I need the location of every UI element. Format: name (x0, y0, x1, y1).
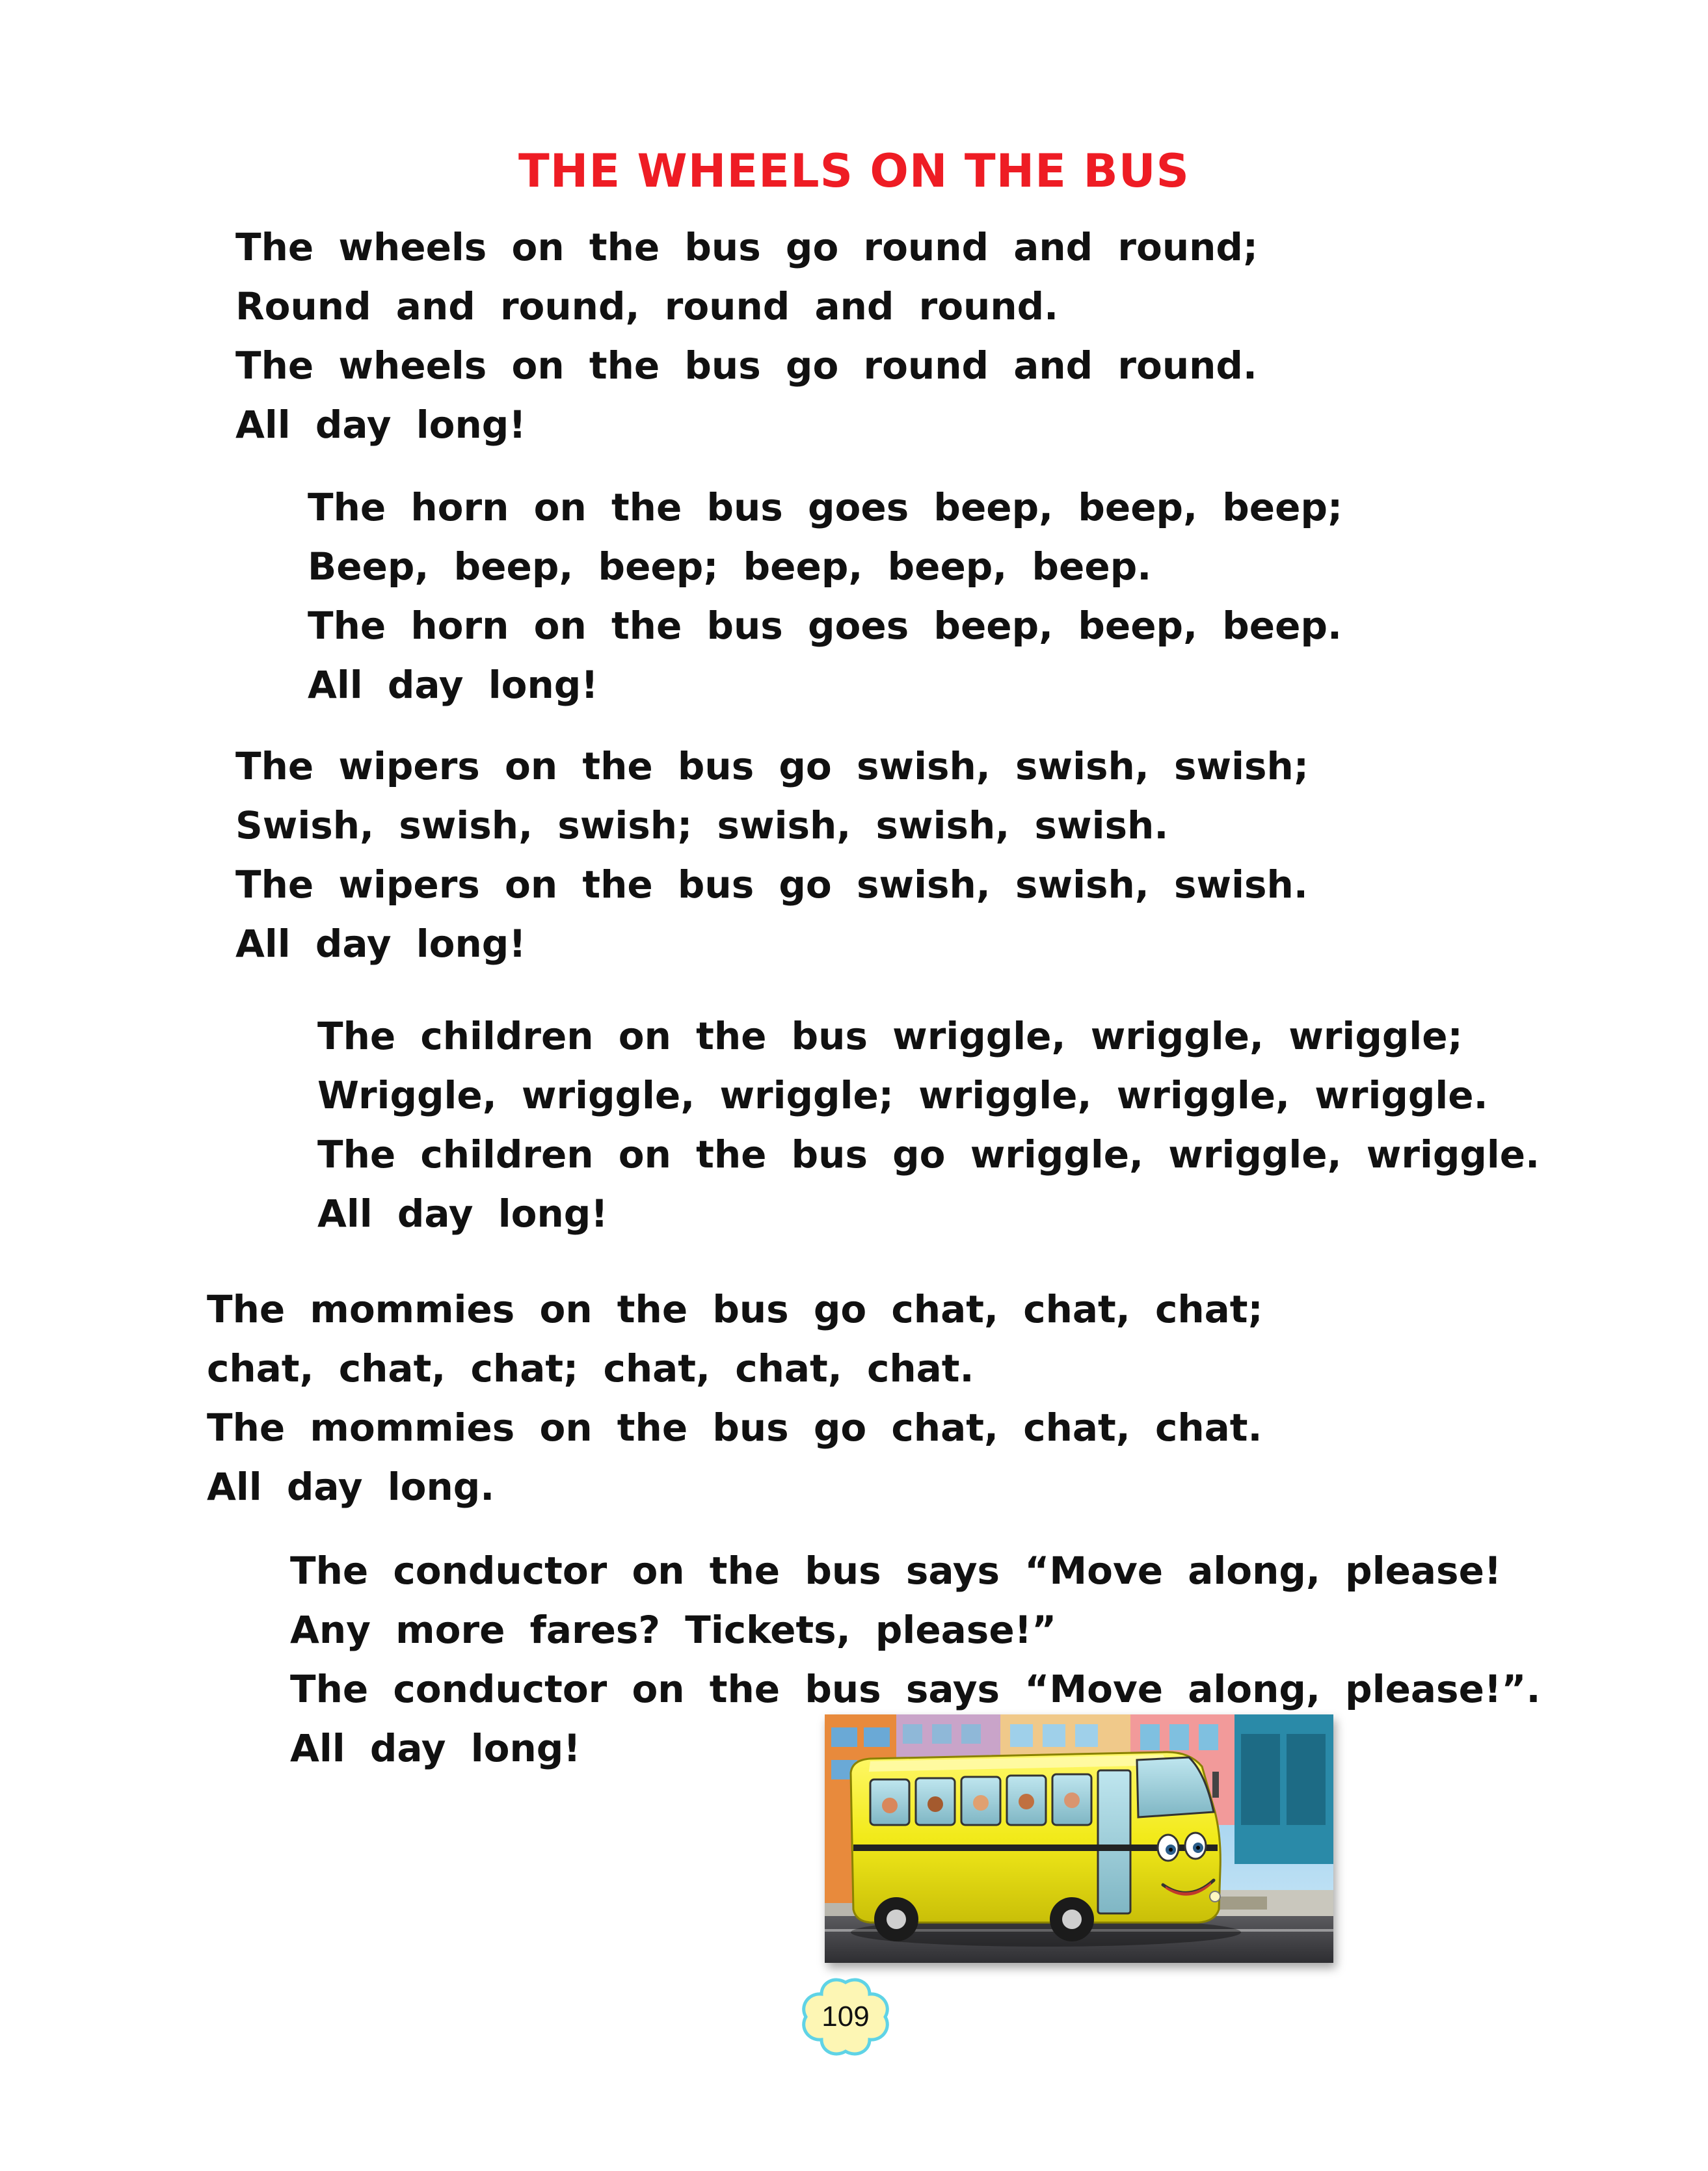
page-number-badge (797, 1975, 894, 2059)
stanza-line: The conductor on the bus says “Move along, please! (290, 1549, 1502, 1593)
stanza-line: Any more fares? Tickets, please!” (290, 1608, 1057, 1652)
stanza-line: The wipers on the bus go swish, swish, swish; (235, 744, 1309, 788)
stanza-line: Round and round, round and round. (235, 284, 1059, 328)
stanza-line: The wheels on the bus go round and round; (235, 225, 1259, 269)
stanza-3 (235, 737, 1309, 974)
stanza-line: All day long! (235, 922, 526, 966)
page-number: 109 (821, 2001, 870, 2032)
stanza-line: The horn on the bus goes beep, beep, beep. (308, 604, 1342, 648)
stanza-line: The conductor on the bus says “Move along, please!”. (290, 1667, 1541, 1711)
stanza-line: The wheels on the bus go round and round. (235, 343, 1257, 388)
stanza-line: Swish, swish, swish; swish, swish, swish. (235, 803, 1169, 847)
yellow-school-bus-illustration (825, 1714, 1333, 1963)
stanza-line: All day long. (207, 1465, 495, 1509)
stanza-line: Wriggle, wriggle, wriggle; wriggle, wriggle, wriggle. (317, 1073, 1488, 1117)
stanza-line: The mommies on the bus go chat, chat, chat. (207, 1405, 1262, 1450)
stanza-line: The children on the bus go wriggle, wriggle, wriggle. (317, 1132, 1540, 1177)
stanza-4 (317, 1007, 1540, 1244)
stanza-line: All day long! (308, 663, 598, 707)
stanza-line: All day long! (290, 1726, 581, 1770)
stanza-2 (308, 478, 1342, 715)
bus-scene-svg (825, 1714, 1333, 1963)
stanza-line: The wipers on the bus go swish, swish, swish. (235, 862, 1308, 907)
stanza-1 (235, 218, 1258, 455)
stanza-line: The children on the bus wriggle, wriggle, wriggle; (317, 1014, 1463, 1058)
stanza-line: The horn on the bus goes beep, beep, beep; (308, 485, 1343, 529)
stanza-5 (207, 1280, 1263, 1517)
stanza-line: All day long! (317, 1192, 608, 1236)
stanza-line: The mommies on the bus go chat, chat, chat; (207, 1287, 1263, 1331)
stanza-line: All day long! (235, 403, 526, 447)
stanza-line: Beep, beep, beep; beep, beep, beep. (308, 544, 1152, 589)
stanza-line: chat, chat, chat; chat, chat, chat. (207, 1346, 974, 1391)
page-title: THE WHEELS ON THE BUS (518, 144, 1190, 198)
